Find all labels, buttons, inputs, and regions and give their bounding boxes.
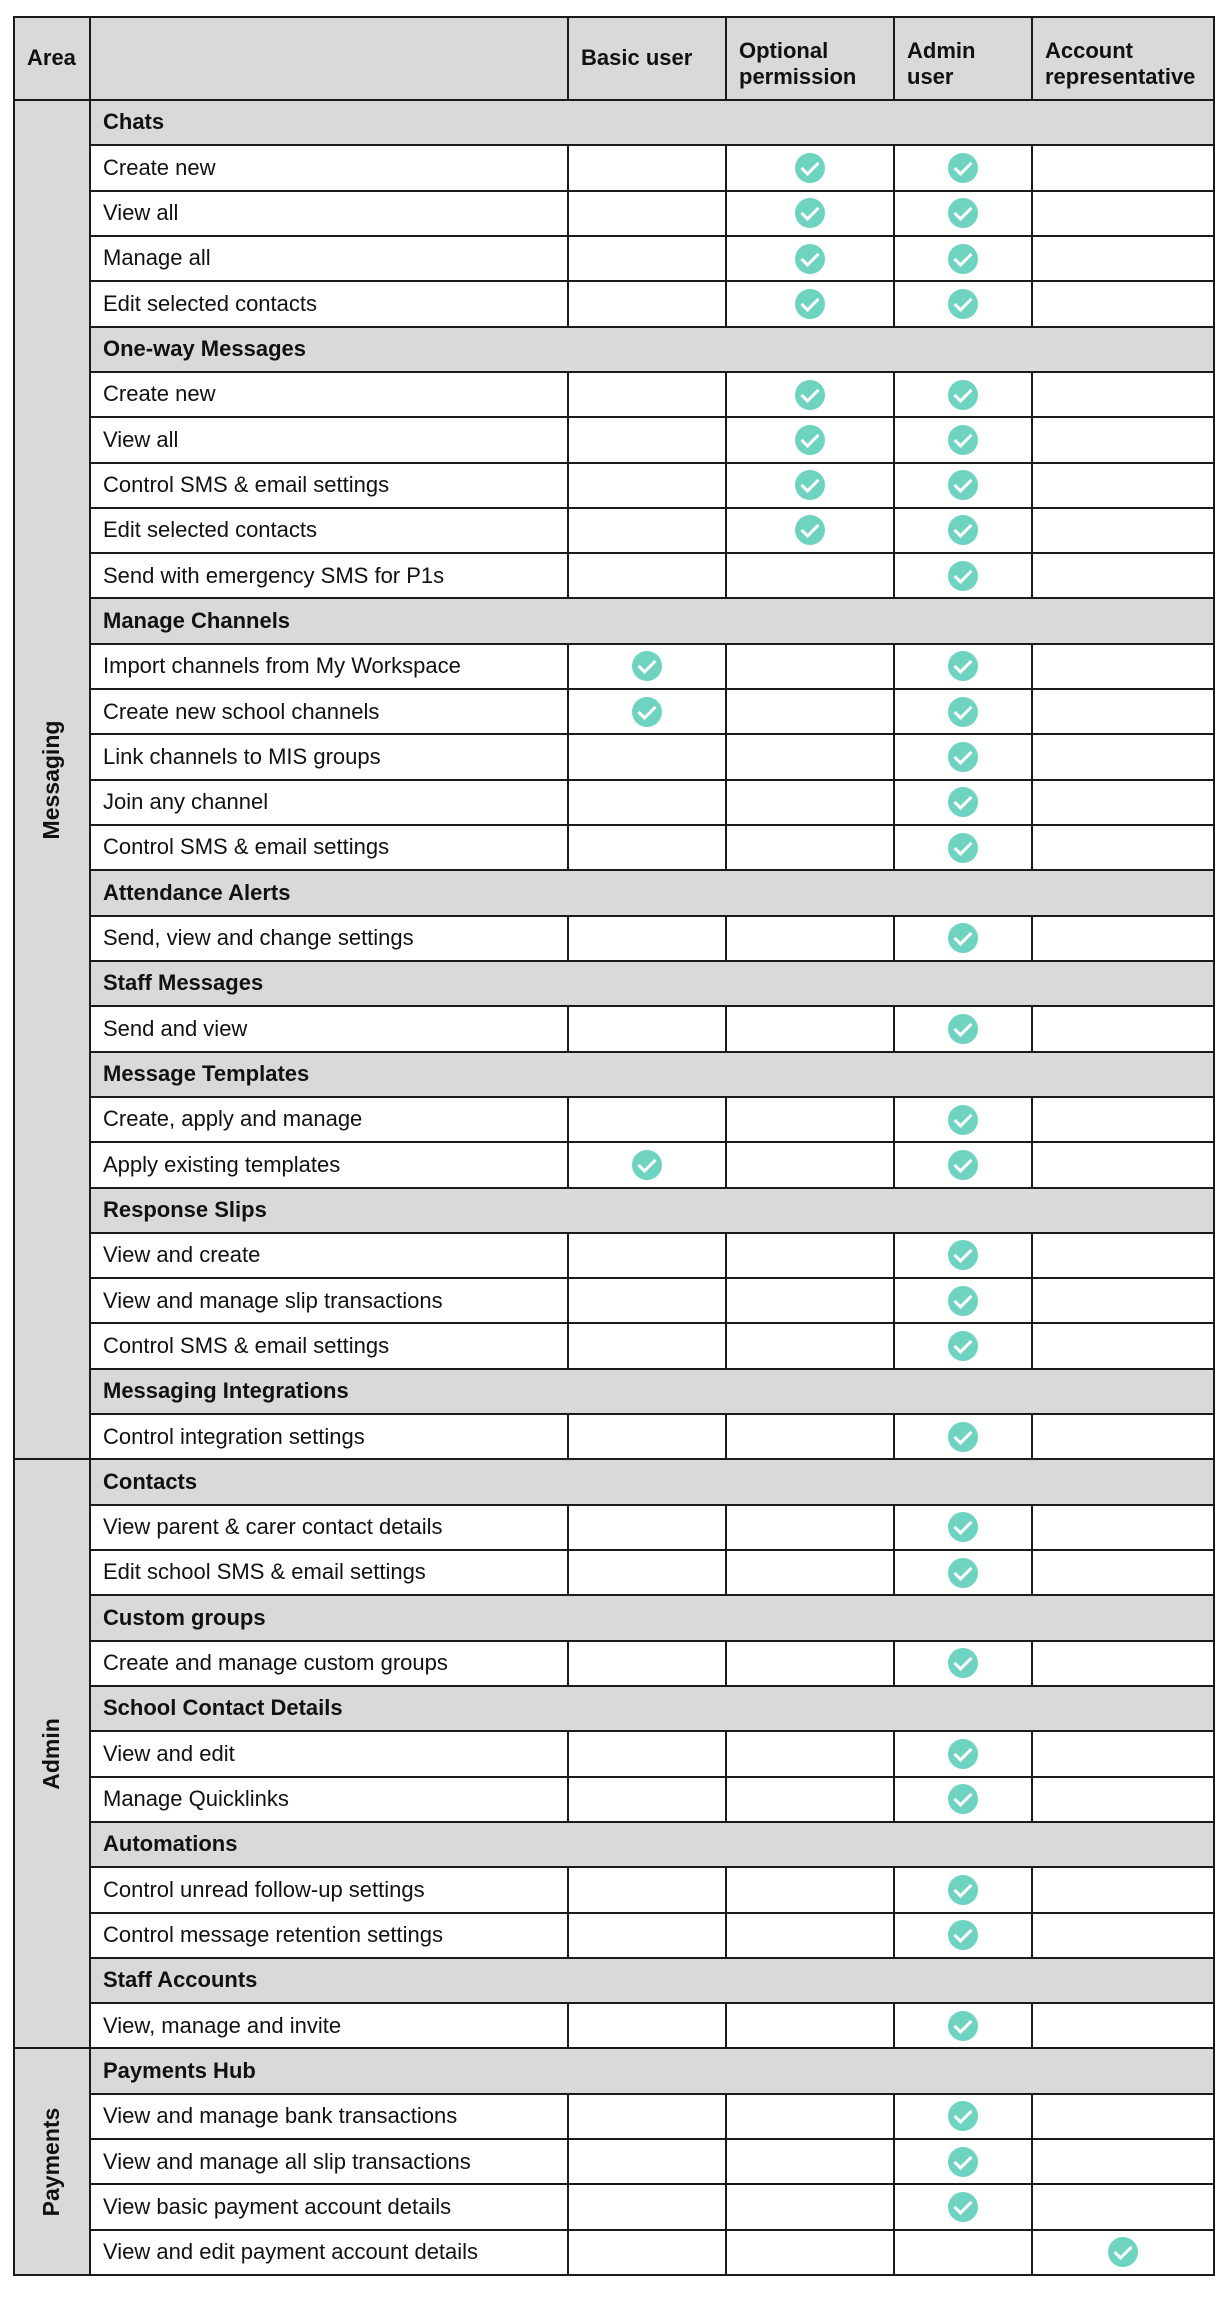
- check-circle-icon: [948, 198, 978, 228]
- permission-cell-account-representative: [1032, 281, 1214, 326]
- section-title: School Contact Details: [90, 1686, 1214, 1731]
- check-circle-icon: [795, 515, 825, 545]
- permission-cell-admin-user: [894, 1278, 1032, 1323]
- permission-cell-account-representative: [1032, 1142, 1214, 1187]
- permission-cell-basic-user: [568, 236, 726, 281]
- permission-cell-account-representative: [1032, 508, 1214, 553]
- feature-label: Control SMS & email settings: [90, 463, 568, 508]
- permission-cell-admin-user: [894, 2184, 1032, 2229]
- permission-cell-account-representative: [1032, 463, 1214, 508]
- permission-cell-account-representative: [1032, 1641, 1214, 1686]
- header-area: Area: [14, 17, 90, 100]
- table-row: [14, 1505, 1214, 1550]
- feature-label: Send, view and change settings: [90, 916, 568, 961]
- feature-label: Manage Quicklinks: [90, 1777, 568, 1822]
- permission-cell-account-representative: [1032, 644, 1214, 689]
- permission-cell-admin-user: [894, 191, 1032, 236]
- permission-cell-admin-user: [894, 644, 1032, 689]
- area-cell: [14, 2048, 90, 2275]
- feature-label: Create, apply and manage: [90, 1097, 568, 1142]
- permission-cell-account-representative: [1032, 372, 1214, 417]
- feature-label: View basic payment account details: [90, 2184, 568, 2229]
- permission-cell-account-representative: [1032, 2184, 1214, 2229]
- check-circle-icon: [948, 561, 978, 591]
- section-title: Staff Messages: [90, 961, 1214, 1006]
- permission-cell-admin-user: [894, 2230, 1032, 2275]
- permission-cell-account-representative: [1032, 1006, 1214, 1051]
- permission-cell-optional-permission: [726, 1142, 894, 1187]
- permission-cell-account-representative: [1032, 2230, 1214, 2275]
- table-row: [14, 1097, 1214, 1142]
- header-basic-user: Basic user: [568, 17, 726, 100]
- permission-cell-basic-user: [568, 644, 726, 689]
- check-circle-icon: [948, 1512, 978, 1542]
- permission-cell-account-representative: [1032, 780, 1214, 825]
- check-circle-icon: [948, 697, 978, 727]
- check-circle-icon: [948, 153, 978, 183]
- feature-label: Control message retention settings: [90, 1913, 568, 1958]
- table-row: [14, 1731, 1214, 1776]
- section-title: Automations: [90, 1822, 1214, 1867]
- permission-cell-basic-user: [568, 463, 726, 508]
- check-circle-icon: [948, 742, 978, 772]
- permission-cell-optional-permission: [726, 2139, 894, 2184]
- permission-cell-optional-permission: [726, 1550, 894, 1595]
- permission-cell-admin-user: [894, 508, 1032, 553]
- permission-cell-optional-permission: [726, 1278, 894, 1323]
- permission-cell-optional-permission: [726, 1233, 894, 1278]
- permission-cell-basic-user: [568, 734, 726, 779]
- section-row: [14, 870, 1214, 915]
- permission-cell-admin-user: [894, 689, 1032, 734]
- feature-label: View and manage bank transactions: [90, 2094, 568, 2139]
- table-row: [14, 1867, 1214, 1912]
- section-row: [14, 1369, 1214, 1414]
- permission-cell-optional-permission: [726, 1913, 894, 1958]
- permission-cell-basic-user: [568, 1913, 726, 1958]
- feature-label: View and manage slip transactions: [90, 1278, 568, 1323]
- permission-cell-optional-permission: [726, 236, 894, 281]
- table-row: [14, 644, 1214, 689]
- permission-cell-admin-user: [894, 1006, 1032, 1051]
- table-row: [14, 825, 1214, 870]
- permission-cell-basic-user: [568, 2184, 726, 2229]
- feature-label: View, manage and invite: [90, 2003, 568, 2048]
- permission-cell-basic-user: [568, 780, 726, 825]
- permission-cell-basic-user: [568, 1777, 726, 1822]
- check-circle-icon: [948, 1875, 978, 1905]
- permission-cell-optional-permission: [726, 281, 894, 326]
- section-row: [14, 1459, 1214, 1504]
- table-row: [14, 145, 1214, 190]
- permission-cell-account-representative: [1032, 1505, 1214, 1550]
- table-row: [14, 1278, 1214, 1323]
- permission-cell-account-representative: [1032, 734, 1214, 779]
- permission-cell-basic-user: [568, 372, 726, 417]
- table-row: [14, 780, 1214, 825]
- table-row: [14, 2230, 1214, 2275]
- section-row: [14, 1686, 1214, 1731]
- permission-cell-account-representative: [1032, 236, 1214, 281]
- permission-cell-admin-user: [894, 553, 1032, 598]
- permission-cell-basic-user: [568, 1414, 726, 1459]
- permission-cell-basic-user: [568, 2139, 726, 2184]
- table-row: [14, 689, 1214, 734]
- permission-cell-account-representative: [1032, 1777, 1214, 1822]
- feature-label: Edit selected contacts: [90, 281, 568, 326]
- section-row: [14, 598, 1214, 643]
- area-label: Admin: [38, 1718, 65, 1790]
- permission-cell-optional-permission: [726, 1867, 894, 1912]
- check-circle-icon: [948, 1331, 978, 1361]
- permission-cell-admin-user: [894, 825, 1032, 870]
- table-row: [14, 508, 1214, 553]
- permission-cell-basic-user: [568, 1233, 726, 1278]
- permission-cell-optional-permission: [726, 508, 894, 553]
- permission-cell-basic-user: [568, 1006, 726, 1051]
- permission-cell-account-representative: [1032, 2003, 1214, 2048]
- table-row: [14, 734, 1214, 779]
- permission-cell-admin-user: [894, 1097, 1032, 1142]
- feature-label: Import channels from My Workspace: [90, 644, 568, 689]
- table-row: [14, 2094, 1214, 2139]
- check-circle-icon: [632, 651, 662, 681]
- permission-cell-admin-user: [894, 1142, 1032, 1187]
- feature-label: Edit school SMS & email settings: [90, 1550, 568, 1595]
- permission-cell-admin-user: [894, 1414, 1032, 1459]
- permission-cell-basic-user: [568, 916, 726, 961]
- permission-cell-basic-user: [568, 281, 726, 326]
- section-title: Messaging Integrations: [90, 1369, 1214, 1414]
- feature-label: Control integration settings: [90, 1414, 568, 1459]
- permission-cell-basic-user: [568, 1641, 726, 1686]
- permission-cell-admin-user: [894, 1777, 1032, 1822]
- section-row: [14, 100, 1214, 145]
- check-circle-icon: [948, 833, 978, 863]
- check-circle-icon: [948, 1422, 978, 1452]
- permission-cell-basic-user: [568, 1142, 726, 1187]
- permission-cell-account-representative: [1032, 417, 1214, 462]
- permission-cell-admin-user: [894, 734, 1032, 779]
- permission-cell-optional-permission: [726, 1006, 894, 1051]
- section-row: [14, 1052, 1214, 1097]
- check-circle-icon: [795, 153, 825, 183]
- permission-cell-optional-permission: [726, 1414, 894, 1459]
- permission-cell-admin-user: [894, 281, 1032, 326]
- permission-cell-account-representative: [1032, 2139, 1214, 2184]
- permission-cell-admin-user: [894, 417, 1032, 462]
- section-title: One-way Messages: [90, 327, 1214, 372]
- permission-cell-optional-permission: [726, 463, 894, 508]
- permission-cell-account-representative: [1032, 1233, 1214, 1278]
- table-row: [14, 236, 1214, 281]
- check-circle-icon: [948, 1150, 978, 1180]
- permission-cell-basic-user: [568, 417, 726, 462]
- permission-cell-basic-user: [568, 689, 726, 734]
- permission-cell-optional-permission: [726, 916, 894, 961]
- header-admin-user: Admin user: [894, 17, 1032, 100]
- check-circle-icon: [948, 2101, 978, 2131]
- check-circle-icon: [948, 1648, 978, 1678]
- check-circle-icon: [948, 515, 978, 545]
- permission-cell-optional-permission: [726, 780, 894, 825]
- table-row: [14, 463, 1214, 508]
- check-circle-icon: [948, 289, 978, 319]
- table-row: [14, 1142, 1214, 1187]
- section-title: Attendance Alerts: [90, 870, 1214, 915]
- permission-cell-optional-permission: [726, 1731, 894, 1776]
- check-circle-icon: [1108, 2237, 1138, 2267]
- permission-cell-account-representative: [1032, 1414, 1214, 1459]
- permission-cell-optional-permission: [726, 1097, 894, 1142]
- permission-cell-optional-permission: [726, 2003, 894, 2048]
- feature-label: Create and manage custom groups: [90, 1641, 568, 1686]
- permission-cell-admin-user: [894, 463, 1032, 508]
- check-circle-icon: [948, 1920, 978, 1950]
- permission-cell-basic-user: [568, 1867, 726, 1912]
- permission-cell-optional-permission: [726, 825, 894, 870]
- section-title: Contacts: [90, 1459, 1214, 1504]
- permission-cell-admin-user: [894, 1867, 1032, 1912]
- permission-cell-admin-user: [894, 2003, 1032, 2048]
- permission-cell-optional-permission: [726, 1777, 894, 1822]
- permission-cell-admin-user: [894, 780, 1032, 825]
- permission-cell-admin-user: [894, 1731, 1032, 1776]
- permission-cell-optional-permission: [726, 372, 894, 417]
- permission-cell-basic-user: [568, 2003, 726, 2048]
- table-row: [14, 281, 1214, 326]
- permission-cell-optional-permission: [726, 1323, 894, 1368]
- section-title: Response Slips: [90, 1188, 1214, 1233]
- check-circle-icon: [948, 470, 978, 500]
- permission-cell-basic-user: [568, 1097, 726, 1142]
- feature-label: Create new: [90, 372, 568, 417]
- check-circle-icon: [795, 289, 825, 319]
- permission-cell-basic-user: [568, 145, 726, 190]
- feature-label: Link channels to MIS groups: [90, 734, 568, 779]
- check-circle-icon: [948, 425, 978, 455]
- feature-label: View and manage all slip transactions: [90, 2139, 568, 2184]
- area-label: Payments: [38, 2107, 65, 2217]
- check-circle-icon: [948, 923, 978, 953]
- feature-label: View all: [90, 417, 568, 462]
- feature-label: Apply existing templates: [90, 1142, 568, 1187]
- table-row: [14, 553, 1214, 598]
- check-circle-icon: [632, 1150, 662, 1180]
- permission-cell-optional-permission: [726, 689, 894, 734]
- table-row: [14, 1233, 1214, 1278]
- permission-cell-basic-user: [568, 825, 726, 870]
- check-circle-icon: [948, 1240, 978, 1270]
- permission-cell-basic-user: [568, 1505, 726, 1550]
- permission-cell-admin-user: [894, 1913, 1032, 1958]
- permission-cell-basic-user: [568, 1731, 726, 1776]
- area-cell: [14, 100, 90, 1459]
- permission-cell-optional-permission: [726, 2094, 894, 2139]
- check-circle-icon: [632, 697, 662, 727]
- section-row: [14, 327, 1214, 372]
- section-title: Chats: [90, 100, 1214, 145]
- permission-cell-admin-user: [894, 236, 1032, 281]
- table-row: [14, 1323, 1214, 1368]
- permission-cell-admin-user: [894, 2139, 1032, 2184]
- permission-cell-basic-user: [568, 1278, 726, 1323]
- feature-label: View and edit: [90, 1731, 568, 1776]
- section-row: [14, 1958, 1214, 2003]
- table-row: [14, 1777, 1214, 1822]
- permission-cell-basic-user: [568, 508, 726, 553]
- check-circle-icon: [948, 2192, 978, 2222]
- permission-cell-basic-user: [568, 553, 726, 598]
- feature-label: Control SMS & email settings: [90, 825, 568, 870]
- feature-label: View parent & carer contact details: [90, 1505, 568, 1550]
- permission-cell-admin-user: [894, 2094, 1032, 2139]
- permission-cell-account-representative: [1032, 1867, 1214, 1912]
- permission-cell-optional-permission: [726, 734, 894, 779]
- check-circle-icon: [948, 380, 978, 410]
- permission-cell-admin-user: [894, 916, 1032, 961]
- table-header: [14, 17, 1214, 100]
- table-body: [14, 100, 1214, 2275]
- check-circle-icon: [795, 380, 825, 410]
- permission-cell-optional-permission: [726, 1641, 894, 1686]
- table-row: [14, 1641, 1214, 1686]
- permission-cell-admin-user: [894, 1233, 1032, 1278]
- feature-label: View all: [90, 191, 568, 236]
- feature-label: Join any channel: [90, 780, 568, 825]
- area-cell: [14, 1459, 90, 2048]
- permission-cell-account-representative: [1032, 1278, 1214, 1323]
- table-row: [14, 417, 1214, 462]
- check-circle-icon: [948, 1286, 978, 1316]
- feature-label: Control SMS & email settings: [90, 1323, 568, 1368]
- permission-cell-account-representative: [1032, 916, 1214, 961]
- check-circle-icon: [948, 2147, 978, 2177]
- permission-cell-basic-user: [568, 2094, 726, 2139]
- table-row: [14, 191, 1214, 236]
- table-row: [14, 2139, 1214, 2184]
- check-circle-icon: [948, 1558, 978, 1588]
- check-circle-icon: [948, 787, 978, 817]
- check-circle-icon: [948, 651, 978, 681]
- permission-cell-account-representative: [1032, 825, 1214, 870]
- permission-cell-basic-user: [568, 2230, 726, 2275]
- permission-cell-optional-permission: [726, 2230, 894, 2275]
- header-optional-permission: Optional permission: [726, 17, 894, 100]
- check-circle-icon: [948, 1739, 978, 1769]
- permission-cell-admin-user: [894, 145, 1032, 190]
- check-circle-icon: [948, 1105, 978, 1135]
- section-title: Manage Channels: [90, 598, 1214, 643]
- permission-cell-optional-permission: [726, 191, 894, 236]
- table-row: [14, 2003, 1214, 2048]
- table-row: [14, 2184, 1214, 2229]
- section-row: [14, 1595, 1214, 1640]
- table-row: [14, 1414, 1214, 1459]
- permission-cell-account-representative: [1032, 1731, 1214, 1776]
- section-row: [14, 961, 1214, 1006]
- permission-cell-account-representative: [1032, 689, 1214, 734]
- header-account-representative: Account representative: [1032, 17, 1214, 100]
- table-row: [14, 1006, 1214, 1051]
- section-row: [14, 2048, 1214, 2093]
- feature-label: Create new school channels: [90, 689, 568, 734]
- feature-label: Send and view: [90, 1006, 568, 1051]
- section-title: Payments Hub: [90, 2048, 1214, 2093]
- section-title: Message Templates: [90, 1052, 1214, 1097]
- table-row: [14, 1550, 1214, 1595]
- check-circle-icon: [948, 244, 978, 274]
- permission-cell-account-representative: [1032, 1913, 1214, 1958]
- section-row: [14, 1822, 1214, 1867]
- permission-cell-account-representative: [1032, 553, 1214, 598]
- permission-cell-account-representative: [1032, 2094, 1214, 2139]
- check-circle-icon: [948, 2011, 978, 2041]
- section-row: [14, 1188, 1214, 1233]
- check-circle-icon: [948, 1014, 978, 1044]
- check-circle-icon: [795, 198, 825, 228]
- table-row: [14, 372, 1214, 417]
- permission-cell-admin-user: [894, 1641, 1032, 1686]
- feature-label: Control unread follow-up settings: [90, 1867, 568, 1912]
- header-feature: [90, 17, 568, 100]
- check-circle-icon: [795, 470, 825, 500]
- permission-cell-optional-permission: [726, 2184, 894, 2229]
- permission-cell-basic-user: [568, 191, 726, 236]
- permission-cell-optional-permission: [726, 145, 894, 190]
- feature-label: Send with emergency SMS for P1s: [90, 553, 568, 598]
- check-circle-icon: [795, 425, 825, 455]
- permission-cell-account-representative: [1032, 1550, 1214, 1595]
- permission-cell-account-representative: [1032, 1323, 1214, 1368]
- permission-cell-account-representative: [1032, 191, 1214, 236]
- permission-cell-admin-user: [894, 372, 1032, 417]
- permission-cell-admin-user: [894, 1323, 1032, 1368]
- permission-cell-account-representative: [1032, 145, 1214, 190]
- feature-label: Edit selected contacts: [90, 508, 568, 553]
- table-row: [14, 1913, 1214, 1958]
- section-title: Staff Accounts: [90, 1958, 1214, 2003]
- permission-cell-basic-user: [568, 1323, 726, 1368]
- permission-cell-account-representative: [1032, 1097, 1214, 1142]
- check-circle-icon: [948, 1784, 978, 1814]
- permission-cell-optional-permission: [726, 644, 894, 689]
- permission-cell-optional-permission: [726, 1505, 894, 1550]
- feature-label: Manage all: [90, 236, 568, 281]
- table-row: [14, 916, 1214, 961]
- section-title: Custom groups: [90, 1595, 1214, 1640]
- area-label: Messaging: [38, 720, 65, 840]
- permissions-table: [13, 16, 1215, 2276]
- permission-cell-optional-permission: [726, 417, 894, 462]
- permission-cell-optional-permission: [726, 553, 894, 598]
- header-row: [14, 17, 1214, 100]
- permission-cell-basic-user: [568, 1550, 726, 1595]
- permission-cell-admin-user: [894, 1505, 1032, 1550]
- check-circle-icon: [795, 244, 825, 274]
- feature-label: Create new: [90, 145, 568, 190]
- feature-label: View and edit payment account details: [90, 2230, 568, 2275]
- feature-label: View and create: [90, 1233, 568, 1278]
- permission-cell-admin-user: [894, 1550, 1032, 1595]
